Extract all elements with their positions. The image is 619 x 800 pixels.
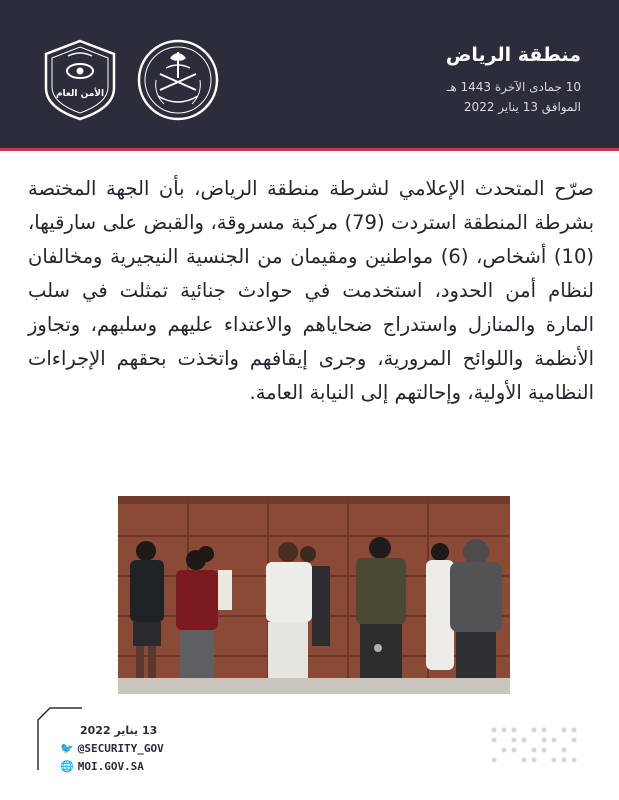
security-badge-text: الأمن العام	[55, 89, 105, 99]
footer-date: 13 يناير 2022	[80, 724, 158, 737]
twitter-handle: @SECURITY_GOV	[77, 742, 164, 755]
globe-icon: 🌐	[60, 760, 74, 773]
hijri-date: 10 جمادى الآخرة 1443 هـ	[446, 80, 581, 94]
accent-divider	[0, 148, 619, 151]
website-url: MOI.GOV.SA	[77, 760, 144, 773]
security-badge-icon	[38, 38, 122, 122]
twitter-icon: 🐦	[60, 742, 74, 755]
dot-pattern-icon	[488, 724, 584, 768]
emblem-icon	[136, 38, 220, 122]
website-link[interactable]	[60, 760, 144, 773]
gregorian-date: الموافق 13 يناير 2022	[463, 100, 581, 114]
region-title: منطقة الرياض	[445, 44, 581, 66]
header-bar	[0, 0, 619, 148]
statement-text: صرّح المتحدث الإعلامي لشرطة منطقة الرياض، بأن الجهة المختصة بشرطة المنطقة استردت (79) مركبة مسروقة، والقبض على سارقيها، (10) أشخاص، (6) مواطنين ومقيمان من الجنسية النيجيرية ومخالفان لنظام أمن الحدود، استخدمت في حوادث جنائية تمثلت في سلب المارة والمنازل واستدراج ضحاياهم والاعتداء عليهم وسلبهم، وتجاوز الأنظمة واللوائح المرورية، وجرى إيقافهم واتخذت بحقهم الإجراءات النظامية الأولية، وإحالتهم إلى النيابة العامة.	[28, 177, 594, 404]
twitter-link[interactable]	[60, 742, 164, 755]
suspects-photo	[118, 496, 510, 694]
